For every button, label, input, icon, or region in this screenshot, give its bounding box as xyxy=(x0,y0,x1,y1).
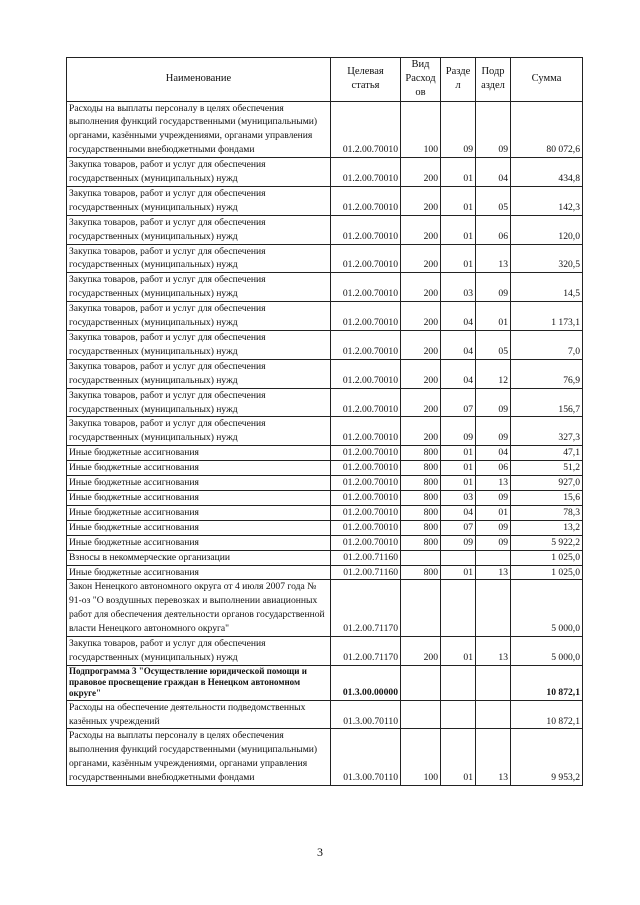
cell-section: 01 xyxy=(441,461,476,476)
cell-sum: 120,0 xyxy=(511,215,583,244)
cell-expense-type: 200 xyxy=(401,388,441,417)
cell-expense-type: 800 xyxy=(401,505,441,520)
header-section: Разде л xyxy=(441,58,476,102)
cell-sum: 9 953,2 xyxy=(511,729,583,786)
cell-name: Иные бюджетные ассигнования xyxy=(67,505,331,520)
header-sum: Сумма xyxy=(511,58,583,102)
cell-subsection: 09 xyxy=(476,520,511,535)
cell-name: Иные бюджетные ассигнования xyxy=(67,520,331,535)
cell-subsection: 09 xyxy=(476,273,511,302)
cell-expense-type: 200 xyxy=(401,244,441,273)
cell-name: Иные бюджетные ассигнования xyxy=(67,446,331,461)
table-row xyxy=(67,158,583,187)
cell-sum: 78,3 xyxy=(511,505,583,520)
cell-name: Закупка товаров, работ и услуг для обеспечения государственных (муниципальных) нужд xyxy=(67,359,331,388)
cell-target-article: 01.2.00.70010 xyxy=(331,446,401,461)
cell-section: 09 xyxy=(441,101,476,158)
cell-section: 01 xyxy=(441,244,476,273)
cell-sum: 10 872,1 xyxy=(511,700,583,729)
cell-target-article: 01.3.00.70110 xyxy=(331,729,401,786)
cell-subsection: 05 xyxy=(476,331,511,360)
cell-subsection: 12 xyxy=(476,359,511,388)
cell-section: 01 xyxy=(441,215,476,244)
cell-section xyxy=(441,550,476,565)
cell-sum: 320,5 xyxy=(511,244,583,273)
cell-name: Иные бюджетные ассигнования xyxy=(67,490,331,505)
cell-sum: 7,0 xyxy=(511,331,583,360)
cell-subsection xyxy=(476,700,511,729)
cell-section: 04 xyxy=(441,505,476,520)
table-row xyxy=(67,700,583,729)
cell-name: Закупка товаров, работ и услуг для обеспечения государственных (муниципальных) нужд xyxy=(67,186,331,215)
cell-section: 04 xyxy=(441,359,476,388)
cell-target-article: 01.2.00.70010 xyxy=(331,461,401,476)
cell-name: Закупка товаров, работ и услуг для обеспечения государственных (муниципальных) нужд xyxy=(67,331,331,360)
table-header-row xyxy=(67,58,583,102)
cell-name: Закупка товаров, работ и услуг для обеспечения государственных (муниципальных) нужд xyxy=(67,417,331,446)
cell-target-article: 01.2.00.71170 xyxy=(331,580,401,637)
cell-expense-type: 800 xyxy=(401,490,441,505)
page-number: 3 xyxy=(317,845,323,859)
cell-target-article: 01.2.00.70010 xyxy=(331,158,401,187)
cell-target-article: 01.3.00.70110 xyxy=(331,700,401,729)
cell-sum: 80 072,6 xyxy=(511,101,583,158)
cell-sum: 1 173,1 xyxy=(511,302,583,331)
table-row xyxy=(67,244,583,273)
cell-sum: 156,7 xyxy=(511,388,583,417)
cell-target-article: 01.2.00.70010 xyxy=(331,490,401,505)
cell-name: Закупка товаров, работ и услуг для обеспечения государственных (муниципальных) нужд xyxy=(67,637,331,666)
cell-name: Расходы на обеспечение деятельности подведомственных казённых учреждений xyxy=(67,700,331,729)
cell-section: 01 xyxy=(441,476,476,491)
cell-expense-type: 800 xyxy=(401,520,441,535)
cell-subsection: 06 xyxy=(476,215,511,244)
cell-sum: 434,8 xyxy=(511,158,583,187)
table-row xyxy=(67,637,583,666)
cell-name: Закупка товаров, работ и услуг для обеспечения государственных (муниципальных) нужд xyxy=(67,388,331,417)
table-row xyxy=(67,490,583,505)
cell-sum: 1 025,0 xyxy=(511,550,583,565)
cell-sum: 47,1 xyxy=(511,446,583,461)
cell-target-article: 01.2.00.70010 xyxy=(331,520,401,535)
cell-sum: 5 922,2 xyxy=(511,535,583,550)
cell-target-article: 01.3.00.00000 xyxy=(331,665,401,700)
budget-table xyxy=(66,57,583,786)
table-row xyxy=(67,417,583,446)
cell-subsection: 13 xyxy=(476,244,511,273)
table-row xyxy=(67,331,583,360)
cell-subsection: 06 xyxy=(476,461,511,476)
cell-expense-type: 200 xyxy=(401,417,441,446)
cell-subsection: 13 xyxy=(476,565,511,580)
cell-section: 01 xyxy=(441,186,476,215)
cell-sum: 10 872,1 xyxy=(511,665,583,700)
cell-subsection: 04 xyxy=(476,158,511,187)
cell-subsection: 09 xyxy=(476,490,511,505)
cell-sum: 15,6 xyxy=(511,490,583,505)
cell-sum: 5 000,0 xyxy=(511,637,583,666)
cell-sum: 13,2 xyxy=(511,520,583,535)
table-row xyxy=(67,505,583,520)
cell-target-article: 01.2.00.71170 xyxy=(331,637,401,666)
cell-section: 09 xyxy=(441,535,476,550)
cell-section: 04 xyxy=(441,302,476,331)
cell-expense-type: 800 xyxy=(401,535,441,550)
table-row xyxy=(67,565,583,580)
cell-sum: 76,9 xyxy=(511,359,583,388)
cell-target-article: 01.2.00.70010 xyxy=(331,101,401,158)
cell-section: 03 xyxy=(441,273,476,302)
cell-section: 01 xyxy=(441,637,476,666)
table-row xyxy=(67,535,583,550)
cell-expense-type: 800 xyxy=(401,461,441,476)
table-row xyxy=(67,101,583,158)
cell-expense-type: 200 xyxy=(401,331,441,360)
table-row xyxy=(67,273,583,302)
cell-subsection xyxy=(476,550,511,565)
cell-target-article: 01.2.00.70010 xyxy=(331,186,401,215)
cell-expense-type: 200 xyxy=(401,637,441,666)
cell-name: Иные бюджетные ассигнования xyxy=(67,476,331,491)
cell-subsection: 13 xyxy=(476,729,511,786)
cell-expense-type: 200 xyxy=(401,359,441,388)
cell-subsection: 01 xyxy=(476,302,511,331)
cell-target-article: 01.2.00.70010 xyxy=(331,359,401,388)
table-row xyxy=(67,388,583,417)
cell-name: Закупка товаров, работ и услуг для обеспечения государственных (муниципальных) нужд xyxy=(67,215,331,244)
cell-expense-type: 200 xyxy=(401,158,441,187)
cell-expense-type xyxy=(401,700,441,729)
cell-subsection: 04 xyxy=(476,446,511,461)
cell-target-article: 01.2.00.70010 xyxy=(331,331,401,360)
table-body xyxy=(67,101,583,786)
cell-sum: 927,0 xyxy=(511,476,583,491)
cell-target-article: 01.2.00.70010 xyxy=(331,535,401,550)
cell-section: 03 xyxy=(441,490,476,505)
cell-subsection: 09 xyxy=(476,417,511,446)
cell-expense-type: 100 xyxy=(401,101,441,158)
cell-sum: 1 025,0 xyxy=(511,565,583,580)
table-row xyxy=(67,729,583,786)
cell-name: Взносы в некоммерческие организации xyxy=(67,550,331,565)
cell-name: Закупка товаров, работ и услуг для обеспечения государственных (муниципальных) нужд xyxy=(67,302,331,331)
cell-target-article: 01.2.00.70010 xyxy=(331,215,401,244)
header-subsection: Подр аздел xyxy=(476,58,511,102)
header-target-article: Целевая статья xyxy=(331,58,401,102)
table-row xyxy=(67,580,583,637)
cell-sum: 327,3 xyxy=(511,417,583,446)
table-row xyxy=(67,186,583,215)
table-row xyxy=(67,461,583,476)
cell-expense-type: 800 xyxy=(401,476,441,491)
cell-subsection: 01 xyxy=(476,505,511,520)
cell-target-article: 01.2.00.70010 xyxy=(331,505,401,520)
cell-section xyxy=(441,665,476,700)
cell-sum: 142,3 xyxy=(511,186,583,215)
table-row xyxy=(67,476,583,491)
cell-section: 01 xyxy=(441,729,476,786)
cell-sum: 14,5 xyxy=(511,273,583,302)
cell-target-article: 01.2.00.70010 xyxy=(331,273,401,302)
cell-subsection: 13 xyxy=(476,637,511,666)
cell-name: Подпрограмма 3 "Осуществление юридической помощи и правовое просвещение граждан в Ненецком автономном округе" xyxy=(67,665,331,700)
cell-target-article: 01.2.00.70010 xyxy=(331,417,401,446)
cell-expense-type xyxy=(401,665,441,700)
cell-name: Иные бюджетные ассигнования xyxy=(67,565,331,580)
cell-name: Закупка товаров, работ и услуг для обеспечения государственных (муниципальных) нужд xyxy=(67,273,331,302)
cell-section: 04 xyxy=(441,331,476,360)
cell-name: Закупка товаров, работ и услуг для обеспечения государственных (муниципальных) нужд xyxy=(67,244,331,273)
table-row xyxy=(67,359,583,388)
cell-target-article: 01.2.00.70010 xyxy=(331,388,401,417)
cell-section: 09 xyxy=(441,417,476,446)
cell-section: 07 xyxy=(441,388,476,417)
cell-expense-type: 800 xyxy=(401,565,441,580)
cell-section: 01 xyxy=(441,158,476,187)
cell-subsection: 09 xyxy=(476,535,511,550)
cell-expense-type: 800 xyxy=(401,446,441,461)
cell-target-article: 01.2.00.70010 xyxy=(331,302,401,331)
cell-subsection xyxy=(476,580,511,637)
cell-target-article: 01.2.00.70010 xyxy=(331,244,401,273)
table-row-subprogram xyxy=(67,665,583,700)
cell-name: Закон Ненецкого автономного округа от 4 июля 2007 года № 91-оз "О воздушных перевозках и выполнении авиационных работ для обеспечения деятельности органов государственной власти Ненецкого автономного округа" xyxy=(67,580,331,637)
cell-expense-type: 100 xyxy=(401,729,441,786)
cell-expense-type: 200 xyxy=(401,215,441,244)
cell-target-article: 01.2.00.71160 xyxy=(331,565,401,580)
cell-section: 07 xyxy=(441,520,476,535)
table-row xyxy=(67,550,583,565)
table-row xyxy=(67,302,583,331)
cell-name: Закупка товаров, работ и услуг для обеспечения государственных (муниципальных) нужд xyxy=(67,158,331,187)
cell-sum: 5 000,0 xyxy=(511,580,583,637)
cell-name: Иные бюджетные ассигнования xyxy=(67,461,331,476)
cell-section xyxy=(441,580,476,637)
table-row xyxy=(67,446,583,461)
cell-subsection: 05 xyxy=(476,186,511,215)
cell-expense-type: 200 xyxy=(401,186,441,215)
cell-section: 01 xyxy=(441,565,476,580)
cell-expense-type xyxy=(401,580,441,637)
table-row xyxy=(67,520,583,535)
cell-subsection: 09 xyxy=(476,101,511,158)
cell-name: Расходы на выплаты персоналу в целях обеспечения выполнения функций государственными (муниципальными) органами, казёнными учреждениями, органами управления государственными внебюджетными фондами xyxy=(67,101,331,158)
cell-sum: 51,2 xyxy=(511,461,583,476)
table-row xyxy=(67,215,583,244)
cell-name: Иные бюджетные ассигнования xyxy=(67,535,331,550)
cell-subsection: 13 xyxy=(476,476,511,491)
cell-subsection xyxy=(476,665,511,700)
cell-expense-type xyxy=(401,550,441,565)
cell-expense-type: 200 xyxy=(401,273,441,302)
header-name: Наименование xyxy=(67,58,331,102)
cell-subsection: 09 xyxy=(476,388,511,417)
cell-expense-type: 200 xyxy=(401,302,441,331)
cell-target-article: 01.2.00.70010 xyxy=(331,476,401,491)
cell-section: 01 xyxy=(441,446,476,461)
header-expense-type: Вид Расход ов xyxy=(401,58,441,102)
cell-name: Расходы на выплаты персоналу в целях обеспечения выполнения функций государственными (муниципальными) органами, казённым учреждениями, органами управления государственными внебюджетными фондами xyxy=(67,729,331,786)
cell-section xyxy=(441,700,476,729)
cell-target-article: 01.2.00.71160 xyxy=(331,550,401,565)
